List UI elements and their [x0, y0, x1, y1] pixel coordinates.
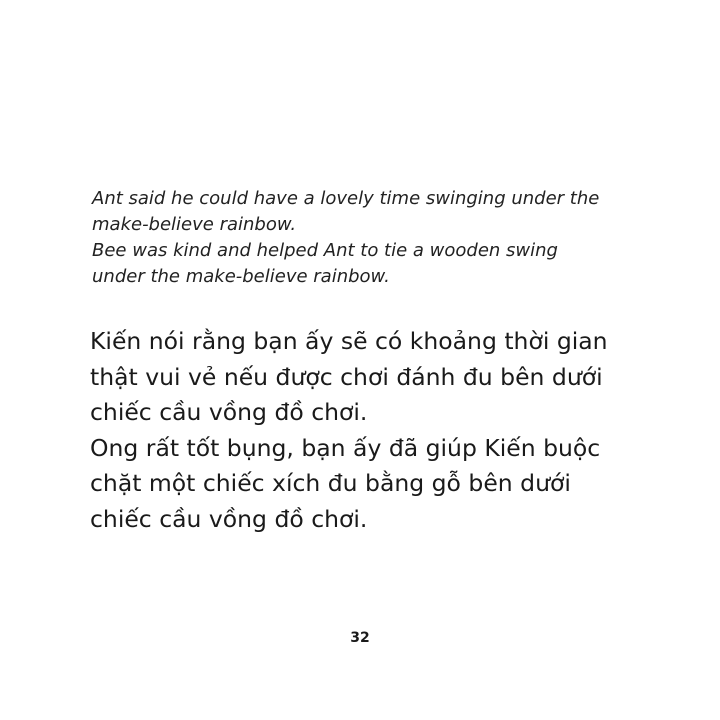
english-paragraph — [92, 186, 652, 290]
vietnamese-line: Ong rất tốt bụng, bạn ấy đã giúp Kiến buộc — [90, 433, 601, 462]
english-line: make-believe rainbow. — [92, 214, 297, 235]
vietnamese-line: chiếc cầu vồng đồ chơi. — [90, 398, 368, 426]
vietnamese-line: thật vui vẻ nếu được chơi đánh đu bên dưới — [90, 362, 603, 391]
page-number: 32 — [350, 630, 370, 646]
vietnamese-line: Kiến nói rằng bạn ấy sẽ có khoảng thời gian — [90, 327, 608, 355]
english-line: under the make-believe rainbow. — [92, 266, 390, 287]
vietnamese-paragraph — [90, 324, 670, 537]
vietnamese-line: chặt một chiếc xích đu bằng gỗ bên dưới — [90, 469, 571, 497]
vietnamese-line: chiếc cầu vồng đồ chơi. — [90, 504, 368, 533]
english-line: Ant said he could have a lovely time swinging under the — [92, 188, 600, 209]
english-line: Bee was kind and helped Ant to tie a wooden swing — [92, 240, 558, 261]
